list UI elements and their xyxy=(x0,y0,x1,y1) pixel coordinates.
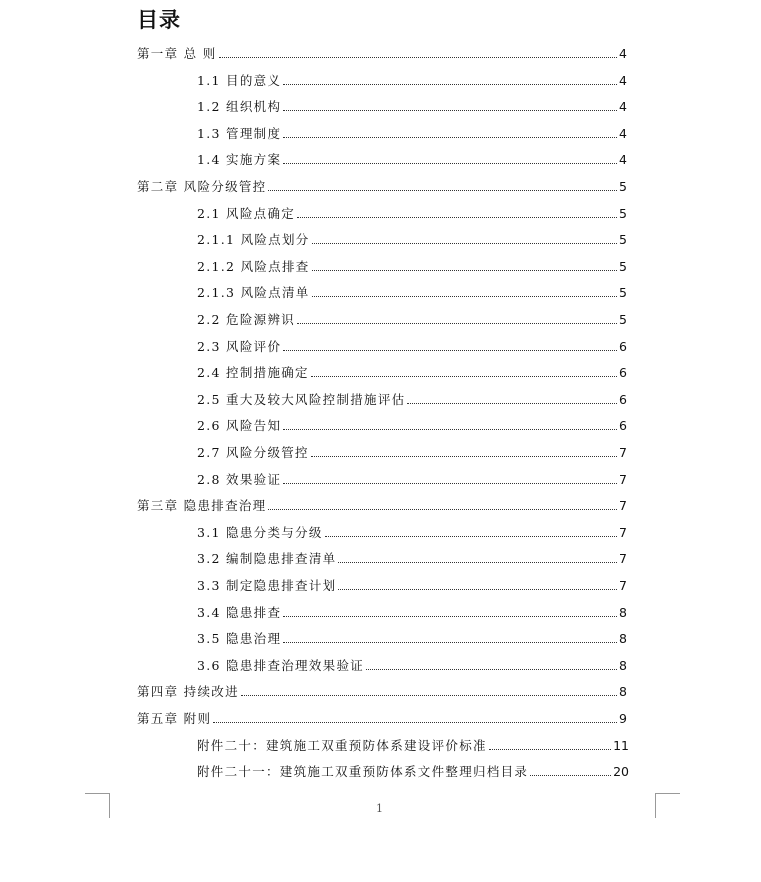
toc-section-entry[interactable] xyxy=(197,654,627,674)
toc-entry-page: 5 xyxy=(619,285,627,301)
toc-entry-title: 2.6 风险告知 xyxy=(197,418,282,434)
toc-entry-page: 4 xyxy=(619,125,627,141)
toc-entry-title: 2.1 风险点确定 xyxy=(197,205,296,221)
toc-section-entry[interactable] xyxy=(197,547,627,567)
toc-section-entry[interactable] xyxy=(197,468,627,488)
crop-mark-right xyxy=(655,793,680,818)
toc-section-entry[interactable] xyxy=(197,122,627,142)
toc-dot-leader xyxy=(219,56,617,58)
toc-section-entry[interactable] xyxy=(197,228,627,248)
toc-dot-leader xyxy=(311,455,617,457)
toc-title: 目录 xyxy=(137,8,181,32)
toc-entry-page: 4 xyxy=(619,152,627,168)
toc-entry-title: 附件二十一：建筑施工双重预防体系文件整理归档目录 xyxy=(197,764,529,780)
toc-entry-title: 2.1.2 风险点排查 xyxy=(197,258,310,274)
toc-entry-page: 8 xyxy=(619,631,627,647)
toc-dot-leader xyxy=(283,482,617,484)
toc-entry-title: 第二章 风险分级管控 xyxy=(137,179,267,194)
toc-section-entry[interactable] xyxy=(197,574,627,594)
toc-entry-title: 1.4 实施方案 xyxy=(197,152,282,168)
toc-entry-page: 6 xyxy=(619,391,627,407)
toc-entry-page: 5 xyxy=(619,179,627,194)
toc-dot-leader xyxy=(283,136,617,138)
toc-section-entry[interactable] xyxy=(197,627,627,647)
toc-chapter-entry[interactable] xyxy=(137,680,627,700)
toc-entry-page: 7 xyxy=(619,445,627,460)
toc-chapter-entry[interactable] xyxy=(137,42,627,62)
toc-entry-page: 7 xyxy=(619,498,627,514)
toc-entry-title: 2.3 风险评价 xyxy=(197,338,282,354)
toc-section-entry[interactable] xyxy=(197,734,629,754)
toc-entry-page: 11 xyxy=(613,737,629,753)
toc-dot-leader xyxy=(312,295,617,297)
toc-entry-title: 第五章 附则 xyxy=(137,711,212,726)
toc-section-entry[interactable] xyxy=(197,148,627,168)
toc-dot-leader xyxy=(268,508,617,510)
toc-dot-leader xyxy=(297,322,617,324)
toc-entry-page: 8 xyxy=(619,657,627,673)
toc-entry-title: 1.3 管理制度 xyxy=(197,125,282,141)
toc-entry-page: 4 xyxy=(619,46,627,61)
toc-section-entry[interactable] xyxy=(197,760,629,780)
toc-section-entry[interactable] xyxy=(197,601,627,621)
toc-entry-page: 6 xyxy=(619,365,627,381)
toc-entry-title: 3.2 编制隐患排查清单 xyxy=(197,551,337,567)
toc-dot-leader xyxy=(283,109,617,111)
toc-dot-leader xyxy=(338,588,617,590)
toc-section-entry[interactable] xyxy=(197,255,627,275)
toc-dot-leader xyxy=(268,189,617,191)
toc-entry-page: 20 xyxy=(613,764,629,780)
toc-section-entry[interactable] xyxy=(197,388,627,408)
toc-entry-page: 9 xyxy=(619,711,627,726)
toc-entry-page: 5 xyxy=(619,205,627,221)
toc-entry-title: 第四章 持续改进 xyxy=(137,684,239,700)
toc-dot-leader xyxy=(283,615,617,617)
toc-dot-leader xyxy=(325,535,617,537)
toc-dot-leader xyxy=(283,349,617,351)
toc-entry-page: 7 xyxy=(619,524,627,540)
toc-entry-title: 3.4 隐患排查 xyxy=(197,604,282,620)
toc-entry-title: 3.6 隐患排查治理效果验证 xyxy=(197,657,365,673)
toc-chapter-entry[interactable] xyxy=(137,707,627,727)
toc-section-entry[interactable] xyxy=(197,361,627,381)
toc-dot-leader xyxy=(283,428,617,430)
toc-section-entry[interactable] xyxy=(197,414,627,434)
toc-dot-leader xyxy=(312,242,617,244)
page-number: 1 xyxy=(376,802,383,815)
toc-entry-title: 2.1.1 风险点划分 xyxy=(197,232,310,248)
toc-entry-title: 2.7 风险分级管控 xyxy=(197,445,309,460)
toc-entry-page: 5 xyxy=(619,258,627,274)
toc-section-entry[interactable] xyxy=(197,69,627,89)
toc-entry-page: 7 xyxy=(619,551,627,567)
toc-section-entry[interactable] xyxy=(197,202,627,222)
crop-mark-left xyxy=(85,793,110,818)
toc-section-entry[interactable] xyxy=(197,281,627,301)
toc-entry-title: 3.3 制定隐患排查计划 xyxy=(197,578,337,593)
toc-entry-title: 2.5 重大及较大风险控制措施评估 xyxy=(197,391,406,407)
toc-entry-title: 2.2 危险源辨识 xyxy=(197,312,296,327)
toc-entry-title: 1.1 目的意义 xyxy=(197,72,282,88)
toc-entry-title: 3.5 隐患治理 xyxy=(197,631,282,647)
toc-dot-leader xyxy=(283,641,617,643)
toc-section-entry[interactable] xyxy=(197,95,627,115)
toc-entry-page: 7 xyxy=(619,578,627,593)
toc-entry-page: 6 xyxy=(619,338,627,354)
toc-entry-page: 4 xyxy=(619,99,627,115)
toc-entry-title: 2.1.3 风险点清单 xyxy=(197,285,310,301)
toc-dot-leader xyxy=(311,375,617,377)
toc-entry-title: 2.4 控制措施确定 xyxy=(197,365,309,381)
toc-section-entry[interactable] xyxy=(197,441,627,461)
toc-chapter-entry[interactable] xyxy=(137,175,627,195)
toc-dot-leader xyxy=(241,694,617,696)
toc-entry-title: 1.2 组织机构 xyxy=(197,99,282,115)
toc-entry-title: 附件二十：建筑施工双重预防体系建设评价标准 xyxy=(197,737,487,753)
toc-dot-leader xyxy=(407,402,617,404)
toc-entry-title: 3.1 隐患分类与分级 xyxy=(197,524,323,540)
toc-entry-title: 2.8 效果验证 xyxy=(197,471,282,487)
toc-dot-leader xyxy=(213,721,617,723)
toc-entry-page: 4 xyxy=(619,72,627,88)
toc-dot-leader xyxy=(283,83,617,85)
toc-dot-leader xyxy=(297,216,617,218)
toc-dot-leader xyxy=(366,668,617,670)
toc-section-entry[interactable] xyxy=(197,308,627,328)
toc-entry-title: 第三章 隐患排查治理 xyxy=(137,498,267,514)
toc-chapter-entry[interactable] xyxy=(137,494,627,514)
toc-section-entry[interactable] xyxy=(197,521,627,541)
toc-entry-page: 7 xyxy=(619,471,627,487)
toc-dot-leader xyxy=(489,748,611,750)
toc-entry-page: 6 xyxy=(619,418,627,434)
toc-entry-title: 第一章 总 则 xyxy=(137,46,217,61)
toc-entry-page: 8 xyxy=(619,684,627,700)
toc-dot-leader xyxy=(338,561,617,563)
toc-entry-page: 5 xyxy=(619,312,627,327)
toc-dot-leader xyxy=(312,269,617,271)
toc-dot-leader xyxy=(530,774,611,776)
toc-section-entry[interactable] xyxy=(197,335,627,355)
toc-entry-page: 8 xyxy=(619,604,627,620)
toc-entry-page: 5 xyxy=(619,232,627,248)
toc-dot-leader xyxy=(283,162,617,164)
